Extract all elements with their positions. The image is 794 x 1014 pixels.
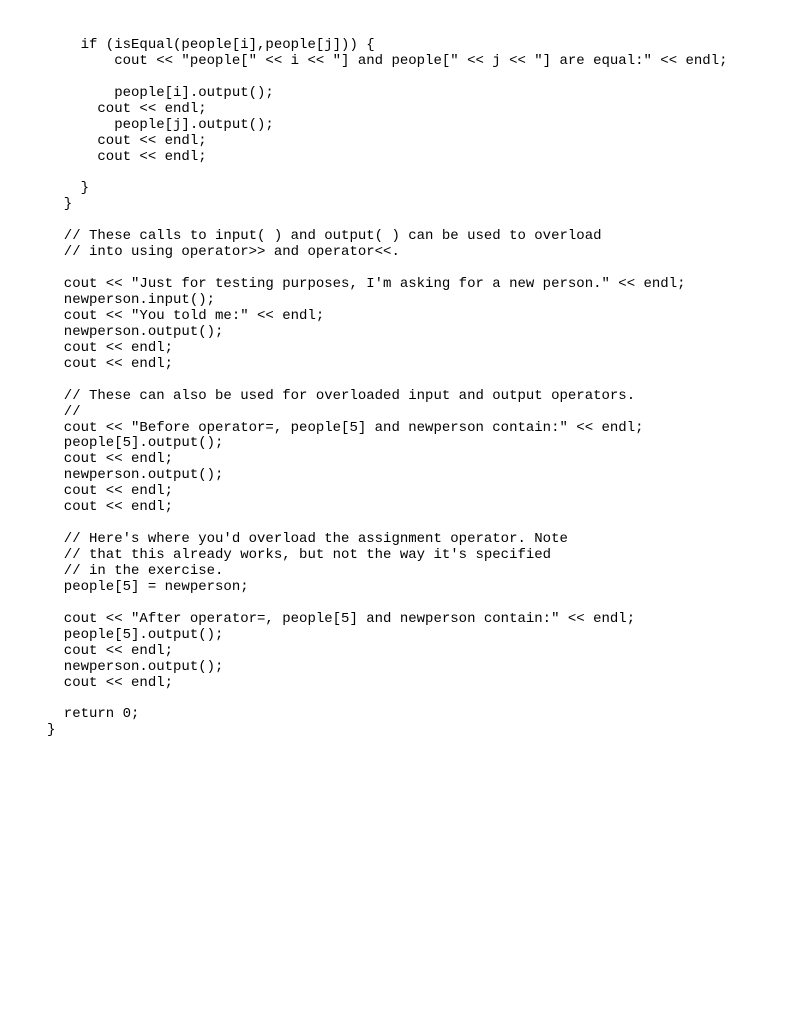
code-line: newperson.output(); — [47, 323, 224, 340]
code-line: cout << endl; — [47, 674, 174, 691]
code-comment-line: // Here's where you'd overload the assignment operator. Note — [47, 531, 568, 548]
code-line: } — [47, 722, 56, 739]
code-line: cout << endl; — [47, 642, 174, 659]
code-line: cout << "After operator=, people[5] and newperson contain:" << endl; — [47, 610, 636, 627]
code-line: cout << endl; — [47, 132, 207, 149]
code-line: cout << endl; — [47, 100, 207, 117]
code-comment-line: // in the exercise. — [47, 562, 224, 579]
code-line: newperson.output(); — [47, 658, 224, 675]
code-line: cout << "people[" << i << "] and people[" << j << "] are equal:" << endl; — [47, 52, 728, 69]
code-comment-line: // These calls to input( ) and output( ) can be used to overload — [47, 228, 602, 245]
code-comment-line: // that this already works, but not the way it's specified — [47, 547, 552, 563]
code-line — [47, 70, 787, 86]
code-line — [47, 373, 787, 389]
code-comment-line: // These can also be used for overloaded input and output operators. — [47, 387, 636, 404]
code-line: newperson.output(); — [47, 467, 224, 484]
code-line: cout << endl; — [47, 499, 174, 516]
code-line: if (isEqual(people[i],people[j])) { — [47, 37, 375, 53]
code-line: cout << endl; — [47, 451, 174, 468]
code-line: } — [47, 180, 90, 197]
code-line: cout << endl; — [47, 483, 174, 500]
code-line: people[j].output(); — [47, 116, 274, 133]
code-line: people[5] = newperson; — [47, 578, 249, 595]
code-line: cout << endl; — [47, 148, 207, 165]
code-line — [47, 213, 787, 229]
code-line: return 0; — [47, 706, 140, 723]
code-line — [47, 261, 787, 277]
code-line: people[i].output(); — [47, 84, 274, 101]
code-line — [47, 691, 787, 707]
code-line — [47, 596, 787, 612]
code-line: people[5].output(); — [47, 626, 224, 643]
code-comment-line: // — [47, 403, 81, 420]
code-comment-line: // into using operator>> and operator<<. — [47, 244, 400, 261]
code-line — [47, 166, 787, 182]
code-line: newperson.input(); — [47, 292, 216, 308]
code-line: cout << "Just for testing purposes, I'm asking for a new person." << endl; — [47, 276, 686, 293]
code-line: } — [47, 196, 73, 213]
code-line: cout << endl; — [47, 355, 174, 372]
code-line: cout << endl; — [47, 339, 174, 356]
code-line: cout << "You told me:" << endl; — [47, 307, 325, 324]
code-listing — [47, 38, 787, 739]
code-line: people[5].output(); — [47, 435, 224, 452]
code-line — [47, 516, 787, 532]
code-line: cout << "Before operator=, people[5] and newperson contain:" << endl; — [47, 419, 644, 436]
